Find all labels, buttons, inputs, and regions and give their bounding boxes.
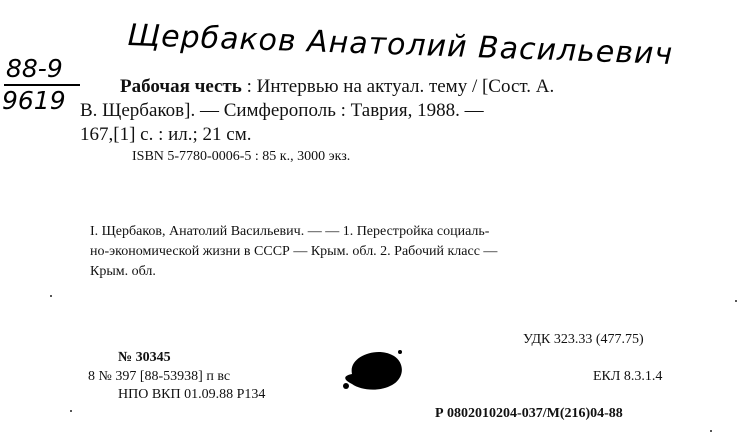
npo-line: НПО ВКП 01.09.88 Р134 xyxy=(118,387,266,402)
paper-speck xyxy=(70,410,72,412)
handwritten-author-name: Щербаков Анатолий Васильевич xyxy=(126,18,674,73)
entry-line-1 xyxy=(120,75,554,99)
paper-speck xyxy=(710,430,712,432)
entry-line-3: 167,[1] с. : ил.; 21 см. xyxy=(80,124,252,145)
paper-speck xyxy=(50,295,52,297)
shelfmark-top: 88-9 xyxy=(6,54,63,83)
entry-title-rest: : Интервью на актуал. тему / [Сост. А. xyxy=(241,76,555,97)
tracing-line-1: I. Щербаков, Анатолий Васильевич. — — 1. Перестройка социаль- xyxy=(90,224,490,239)
paper-speck xyxy=(735,300,737,302)
isbn-line: ISBN 5-7780-0006-5 : 85 к., 3000 экз. xyxy=(132,149,351,164)
tracing-line-3: Крым. обл. xyxy=(90,264,156,279)
ink-blot xyxy=(338,344,408,394)
tracing-line-2: но-экономической жизни в СССР — Крым. обл. 2. Рабочий класс — xyxy=(90,244,498,259)
price-code: Р 0802010204-037/М(216)04-88 xyxy=(435,406,623,421)
entry-line-2: В. Щербаков]. — Симферополь : Таврия, 1988. — xyxy=(80,100,484,121)
shelfmark-bottom: 9619 xyxy=(2,86,66,115)
card-number: № 30345 xyxy=(118,350,171,365)
ekl-code: ЕКЛ 8.3.1.4 xyxy=(593,369,663,384)
order-number: 8 № 397 [88-53938] п вс xyxy=(88,369,231,384)
udk-code: УДК 323.33 (477.75) xyxy=(523,332,644,347)
entry-title: Рабочая честь xyxy=(120,76,242,97)
